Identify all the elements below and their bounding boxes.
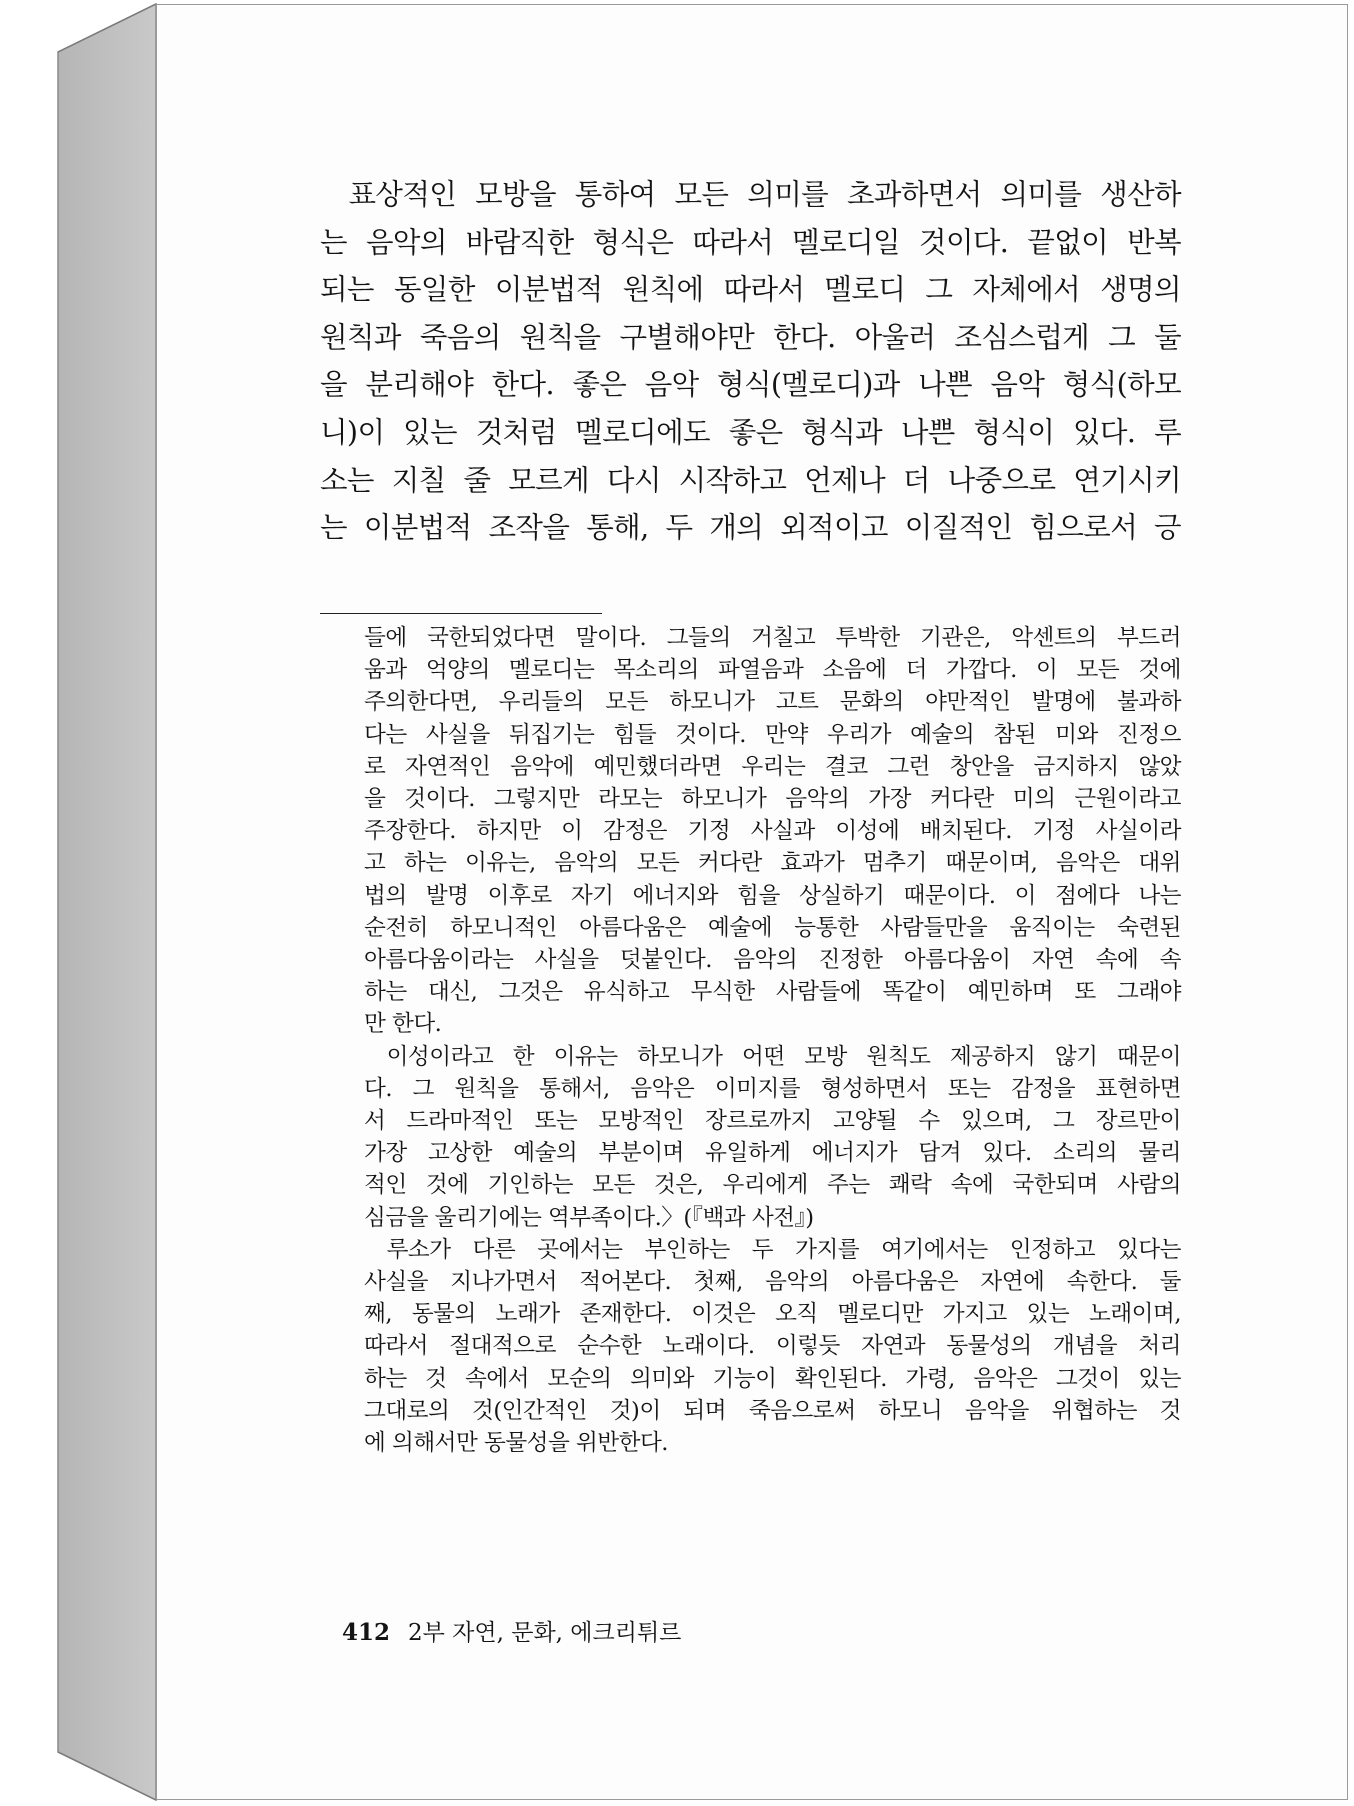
footnote-line: 서 드라마적인 또는 모방적인 장르로까지 고양될 수 있으며, 그 장르만이 xyxy=(364,1108,1181,1135)
main-line: 을 분리해야 한다. 좋은 음악 형식(멜로디)과 나쁜 음악 형식(하모 xyxy=(320,368,1181,402)
page-footer xyxy=(342,1617,681,1649)
main-line: 니)이 있는 것처럼 멜로디에도 좋은 형식과 나쁜 형식이 있다. 루 xyxy=(320,415,1181,449)
footnote-line: 만 한다. xyxy=(364,1011,442,1038)
footnote-line: 그대로의 것(인간적인 것)이 되며 죽음으로써 하모니 음악을 위협하는 것 xyxy=(364,1397,1181,1424)
footnote-line: 따라서 절대적으로 순수한 노래이다. 이렇듯 자연과 동물성의 개념을 처리 xyxy=(364,1333,1181,1360)
footnote-line: 다는 사실을 뒤집기는 힘들 것이다. 만약 우리가 예술의 참된 미와 진정으 xyxy=(364,721,1181,748)
footnote-line: 들에 국한되었다면 말이다. 그들의 거칠고 투박한 기관은, 악센트의 부드러 xyxy=(364,625,1181,651)
footnote-line: 고 하는 이유는, 음악의 모든 커다란 효과가 멈추기 때문이며, 음악은 대위 xyxy=(364,850,1181,877)
footnote-line: 적인 것에 기인하는 모든 것은, 우리에게 주는 쾌락 속에 국한되며 사람의 xyxy=(364,1172,1181,1199)
main-paragraph xyxy=(320,171,1181,552)
footnote-line: 아름다움이라는 사실을 덧붙인다. 음악의 진정한 아름다움이 자연 속에 속 xyxy=(364,947,1181,974)
footnote-line: 사실을 지나가면서 적어본다. 첫째, 음악의 아름다움은 자연에 속한다. 둘 xyxy=(364,1269,1181,1296)
book-spine xyxy=(58,4,156,1800)
footnote-line: 하는 대신, 그것은 유식하고 무식한 사람들에 똑같이 예민하며 또 그래야 xyxy=(364,979,1181,1006)
footnote-line: 이성이라고 한 이유는 하모니가 어떤 모방 원칙도 제공하지 않기 때문이 xyxy=(386,1043,1181,1070)
footnote-line: 하는 것 속에서 모순의 의미와 기능이 확인된다. 가령, 음악은 그것이 있는 xyxy=(364,1365,1181,1392)
footnote-line: 루소가 다른 곳에서는 부인하는 두 가지를 여기에서는 인정하고 있다는 xyxy=(386,1236,1181,1263)
main-line: 는 이분법적 조작을 통해, 두 개의 외적이고 이질적인 힘으로서 긍 xyxy=(320,511,1181,545)
running-title: 2부 자연, 문화, 에크리튀르 xyxy=(408,1620,682,1646)
footnote-line: 째, 동물의 노래가 존재한다. 이것은 오직 멜로디만 가지고 있는 노래이며, xyxy=(364,1301,1181,1328)
footnote-line: 법의 발명 이후로 자기 에너지와 힘을 상실하기 때문이다. 이 점에다 나는 xyxy=(364,882,1181,909)
footnote-line: 주의한다면, 우리들의 모든 하모니가 고트 문화의 야만적인 발명에 불과하 xyxy=(364,689,1181,716)
main-line: 소는 지칠 줄 모르게 다시 시작하고 언제나 더 나중으로 연기시키 xyxy=(320,463,1181,497)
footnote-block xyxy=(364,622,1181,1459)
main-line: 표상적인 모방을 통하여 모든 의미를 초과하면서 의미를 생산하 xyxy=(348,178,1181,211)
footnote-line: 로 자연적인 음악에 예민했더라면 우리는 결코 그런 창안을 금지하지 않았 xyxy=(364,753,1181,780)
footnote-line: 다. 그 원칙을 통해서, 음악은 이미지를 형성하면서 또는 감정을 표현하면 xyxy=(364,1075,1181,1102)
footnote-line: 움과 억양의 멜로디는 목소리의 파열음과 소음에 더 가깝다. 이 모든 것에 xyxy=(364,657,1181,684)
footnote-line: 에 의해서만 동물성을 위반한다. xyxy=(364,1430,668,1457)
page-number: 412 xyxy=(342,1619,391,1646)
footnote-line: 가장 고상한 예술의 부분이며 유일하게 에너지가 담겨 있다. 소리의 물리 xyxy=(364,1140,1181,1167)
main-line: 는 음악의 바람직한 형식은 따라서 멜로디일 것이다. 끝없이 반복 xyxy=(320,225,1181,259)
main-line: 원칙과 죽음의 원칙을 구별해야만 한다. 아울러 조심스럽게 그 둘 xyxy=(320,320,1181,354)
footnote-line: 을 것이다. 그렇지만 라모는 하모니가 음악의 가장 커다란 미의 근원이라고 xyxy=(364,786,1181,813)
footnote-line: 심금을 울리기에는 역부족이다.〉(『백과 사전』) xyxy=(364,1204,814,1231)
main-line: 되는 동일한 이분법적 원칙에 따라서 멜로디 그 자체에서 생명의 xyxy=(320,273,1181,307)
footnote-separator xyxy=(320,613,602,614)
footnote-line: 순전히 하모니적인 아름다움은 예술에 능통한 사람들만을 움직이는 숙련된 xyxy=(364,914,1181,941)
footnote-line: 주장한다. 하지만 이 감정은 기정 사실과 이성에 배치된다. 기정 사실이라 xyxy=(364,818,1181,845)
